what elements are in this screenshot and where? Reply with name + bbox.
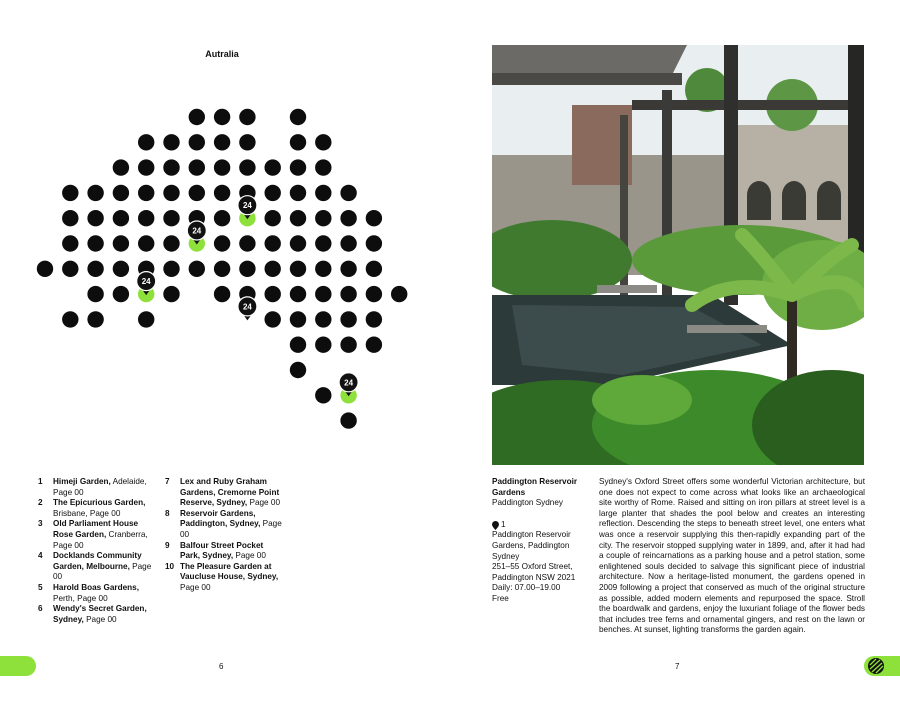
map-dot bbox=[163, 210, 179, 226]
map-dot bbox=[87, 261, 103, 277]
address-name: Paddington Reservoir Gardens, Paddington Sydney bbox=[492, 530, 571, 561]
map-dot bbox=[290, 311, 306, 327]
map-dot bbox=[62, 261, 78, 277]
map-dot bbox=[214, 210, 230, 226]
map-dot bbox=[315, 261, 331, 277]
map-dot bbox=[113, 159, 129, 175]
garden-info bbox=[492, 477, 590, 605]
map-dot bbox=[163, 185, 179, 201]
legend-garden-name: The Epicurious Garden, bbox=[53, 498, 146, 508]
legend-column-2 bbox=[165, 477, 283, 594]
map-dot bbox=[214, 235, 230, 251]
map-dot bbox=[87, 286, 103, 302]
map-dot bbox=[113, 235, 129, 251]
legend-number: 9 bbox=[165, 540, 170, 550]
garden-description: Sydney's Oxford Street offers some wonderful Victorian architecture, but one does not expect to come across what looks like an archaeological site worthy of Rome. Raised and sitting on iron pillars at street level is a large planter that shades the pool below and creates an interesting reflection. Descending the steps to beneath street level, one enters what was once a reservoir supplying this then-rapidly expanding part of the city. The reservoir stopped supplying water in 1899, and, after it had had a couple of reincarnations as a parking house and a petrol station, some enlightened souls decided to salvage this significant piece of industrial architecture. Now a heritage-listed monument, the gardens opened in 2009 following a project that conserved as much of the original structure as possible, added modern elements and repurposed the space. Stroll the boardwalk and gardens, enjoy the luxuriant foliage of the flower beds that includes tree ferns and ornamental gingers, and rest on the lawn or benches. At sunset, lighting transforms the garden again. bbox=[599, 477, 865, 635]
map-dot bbox=[290, 261, 306, 277]
map-dot bbox=[163, 286, 179, 302]
map-dot bbox=[340, 185, 356, 201]
map-dot bbox=[214, 134, 230, 150]
legend-item bbox=[38, 519, 156, 551]
legend-item bbox=[38, 551, 156, 583]
garden-photo bbox=[492, 45, 864, 465]
legend-page-ref: Page 00 bbox=[233, 551, 266, 561]
map-pin-label: 24 bbox=[344, 378, 354, 388]
map-dot bbox=[340, 235, 356, 251]
legend-item bbox=[165, 509, 283, 541]
map-dot bbox=[113, 286, 129, 302]
map-dot bbox=[315, 387, 331, 403]
map-dot bbox=[214, 185, 230, 201]
legend-garden-name: The Pleasure Garden at Vaucluse House, Sydney, bbox=[180, 561, 279, 582]
map-dot bbox=[138, 159, 154, 175]
legend-garden-name: Balfour Street Pocket Park, Sydney, bbox=[180, 540, 264, 561]
legend-number: 8 bbox=[165, 508, 170, 518]
legend-item bbox=[38, 498, 156, 519]
legend-garden-name: Lex and Ruby Graham Gardens, Cremorne Point Reserve, Sydney, bbox=[180, 477, 280, 508]
map-dot bbox=[163, 235, 179, 251]
legend-number: 6 bbox=[38, 604, 43, 614]
legend-garden-name: Docklands Community Garden, Melbourne, bbox=[53, 551, 142, 571]
map-pin-label: 24 bbox=[192, 226, 202, 236]
map-dot bbox=[315, 159, 331, 175]
map-dot bbox=[138, 210, 154, 226]
map-dot bbox=[239, 235, 255, 251]
map-dot bbox=[189, 185, 205, 201]
legend-page-ref: Adelaide, Page 00 bbox=[53, 477, 147, 497]
legend-item bbox=[165, 562, 283, 594]
map-dot bbox=[315, 134, 331, 150]
map-dot bbox=[189, 134, 205, 150]
legend-number: 10 bbox=[165, 561, 175, 571]
map-dot bbox=[265, 235, 281, 251]
map-dot bbox=[189, 109, 205, 125]
map-dot bbox=[290, 286, 306, 302]
map-dot bbox=[290, 235, 306, 251]
pin-reference bbox=[492, 520, 590, 531]
map-dot bbox=[315, 235, 331, 251]
legend-garden-name: Harold Boas Gardens, bbox=[53, 582, 139, 592]
map-dot bbox=[214, 261, 230, 277]
map-dot bbox=[62, 210, 78, 226]
admission-price: Free bbox=[492, 593, 509, 603]
map-dot bbox=[87, 311, 103, 327]
map-dot bbox=[163, 159, 179, 175]
map-dot bbox=[290, 159, 306, 175]
legend-page-ref: Page 00 bbox=[180, 582, 211, 592]
map-dot bbox=[62, 235, 78, 251]
garden-location: Paddington Sydney bbox=[492, 498, 564, 508]
map-dot bbox=[290, 362, 306, 378]
legend-item bbox=[38, 604, 156, 625]
map-dot bbox=[138, 311, 154, 327]
australia-dot-map bbox=[0, 0, 470, 440]
legend-number: 1 bbox=[38, 477, 43, 486]
map-pin-label: 24 bbox=[141, 277, 151, 287]
map-dot bbox=[138, 134, 154, 150]
map-dot bbox=[340, 412, 356, 428]
page-title: Autralia bbox=[205, 49, 239, 59]
map-dot bbox=[315, 210, 331, 226]
map-dot bbox=[366, 235, 382, 251]
map-dot bbox=[214, 159, 230, 175]
page-number-right: 7 bbox=[675, 662, 680, 671]
map-dot bbox=[62, 311, 78, 327]
pin-number: 1 bbox=[501, 519, 506, 529]
map-dot bbox=[163, 134, 179, 150]
legend-page-ref: Page 00 bbox=[247, 498, 280, 508]
map-dot bbox=[239, 261, 255, 277]
map-dot bbox=[290, 185, 306, 201]
map-dot bbox=[239, 159, 255, 175]
map-dot bbox=[391, 286, 407, 302]
legend-number: 7 bbox=[165, 477, 170, 486]
legend-garden-name: Old Parliament House Rose Garden, bbox=[53, 519, 139, 539]
map-dot bbox=[239, 109, 255, 125]
map-dot bbox=[366, 261, 382, 277]
legend-page-ref: Page 00 bbox=[180, 519, 282, 539]
map-dot bbox=[265, 261, 281, 277]
map-dot bbox=[214, 286, 230, 302]
legend-number: 4 bbox=[38, 551, 43, 561]
map-dot bbox=[87, 185, 103, 201]
map-dot bbox=[340, 311, 356, 327]
map-dot bbox=[366, 286, 382, 302]
right-page-tab bbox=[864, 656, 900, 676]
map-dot bbox=[315, 185, 331, 201]
map-dot bbox=[265, 159, 281, 175]
map-dot bbox=[315, 311, 331, 327]
legend-item bbox=[38, 477, 156, 498]
legend-page-ref: Brisbane, Page 00 bbox=[53, 508, 121, 518]
map-dot bbox=[315, 337, 331, 353]
map-dot bbox=[239, 134, 255, 150]
map-dot bbox=[290, 210, 306, 226]
map-pin-label: 24 bbox=[242, 302, 252, 312]
legend-item bbox=[165, 541, 283, 562]
map-dot bbox=[340, 286, 356, 302]
map-dot bbox=[265, 210, 281, 226]
legend-number: 5 bbox=[38, 582, 43, 592]
map-dot bbox=[290, 337, 306, 353]
map-dot bbox=[366, 311, 382, 327]
map-dot bbox=[315, 286, 331, 302]
map-dot bbox=[366, 210, 382, 226]
legend-garden-name: Himeji Garden, bbox=[53, 477, 111, 486]
left-page-tab bbox=[0, 656, 36, 676]
legend-number: 2 bbox=[38, 498, 43, 508]
map-dot bbox=[340, 261, 356, 277]
map-dot bbox=[189, 159, 205, 175]
page-number-left: 6 bbox=[219, 662, 224, 671]
map-dot bbox=[113, 210, 129, 226]
map-dot bbox=[366, 337, 382, 353]
legend-page-ref: Perth, Page 00 bbox=[53, 593, 108, 603]
map-dot bbox=[265, 185, 281, 201]
legend-item bbox=[38, 583, 156, 604]
map-dot bbox=[290, 109, 306, 125]
map-pin-marker bbox=[238, 297, 257, 321]
map-dot bbox=[138, 185, 154, 201]
legend-item bbox=[165, 477, 283, 509]
legend-column-1 bbox=[38, 477, 156, 625]
map-dot bbox=[265, 311, 281, 327]
map-dot bbox=[163, 261, 179, 277]
map-dot bbox=[37, 261, 53, 277]
address-street: 251–55 Oxford Street, Paddington NSW 2021 bbox=[492, 562, 576, 582]
map-dot bbox=[340, 210, 356, 226]
legend-number: 3 bbox=[38, 519, 43, 529]
map-dot bbox=[138, 235, 154, 251]
map-dot bbox=[62, 185, 78, 201]
map-pin-icon bbox=[492, 521, 499, 530]
globe-badge-icon bbox=[867, 657, 885, 675]
map-dot bbox=[189, 261, 205, 277]
map-dot bbox=[87, 235, 103, 251]
opening-hours: Daily: 07.00–19.00 bbox=[492, 583, 561, 593]
map-pin-label: 24 bbox=[242, 201, 252, 211]
legend-garden-name: Wendy's Secret Garden, Sydney, bbox=[53, 604, 147, 624]
legend-garden-name: Reservoir Gardens, Paddington, Sydney, bbox=[180, 508, 261, 529]
legend-page-ref: Page 00 bbox=[83, 614, 117, 624]
garden-title: Paddington Reservoir Gardens bbox=[492, 477, 578, 497]
map-dot bbox=[290, 134, 306, 150]
map-dot bbox=[113, 185, 129, 201]
map-dot bbox=[87, 210, 103, 226]
map-dot bbox=[214, 109, 230, 125]
map-dot bbox=[265, 286, 281, 302]
legend-page-ref: Page 00 bbox=[53, 561, 152, 582]
map-dot bbox=[113, 261, 129, 277]
legend-page-ref: Cranberra, Page 00 bbox=[53, 529, 148, 550]
map-dot bbox=[340, 337, 356, 353]
